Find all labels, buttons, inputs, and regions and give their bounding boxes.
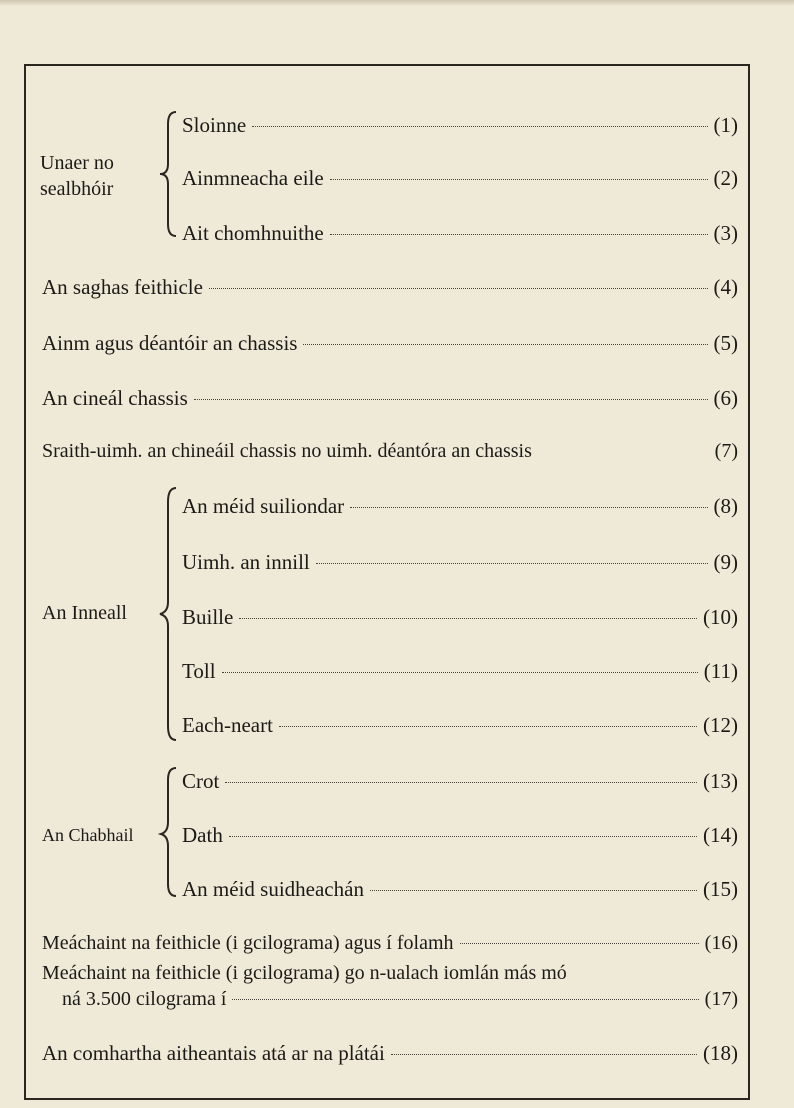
body-shape-number: (13) [703, 769, 738, 793]
laden-weight-row [62, 984, 738, 1014]
laden-weight-number: (17) [704, 988, 738, 1010]
engine-stroke-label: Buille [182, 605, 234, 629]
laden-weight-line2: ná 3.500 cilograma í [62, 988, 227, 1010]
chassis-maker-number: (5) [713, 331, 738, 355]
owner-group-label-line2: sealbhóir [40, 178, 114, 200]
body-seats-leader [370, 890, 697, 891]
engine-horsepower-leader [279, 726, 697, 727]
owner-address-leader [330, 234, 708, 235]
chassis-kind-number: (6) [713, 386, 738, 410]
unladen-weight-leader [460, 943, 699, 944]
body-shape-leader [225, 782, 697, 783]
chassis-serial-number: (7) [714, 440, 738, 462]
engine-horsepower-row [182, 710, 738, 740]
engine-number-leader [316, 563, 708, 564]
engine-cylinder-row [182, 491, 738, 521]
engine-bore-label: Toll [182, 659, 216, 683]
engine-cylinder-number: (8) [713, 494, 738, 518]
owner-address-number: (3) [713, 221, 738, 245]
engine-number-number: (9) [713, 550, 738, 574]
registration-mark-label: An comhartha aitheantais atá ar na plátái [42, 1041, 385, 1065]
engine-number-row [182, 547, 738, 577]
registration-mark-row [42, 1038, 738, 1068]
engine-bore-row [182, 656, 738, 686]
engine-stroke-leader [239, 618, 697, 619]
owner-other-names-label: Ainmneacha eile [182, 166, 324, 190]
body-colour-label: Dath [182, 823, 223, 847]
owner-other-names-leader [330, 179, 708, 180]
chassis-kind-leader [194, 399, 708, 400]
owner-surname-leader [252, 126, 707, 127]
owner-group-label-line1: Unaer no [40, 152, 114, 174]
body-seats-label: An méid suidheachán [182, 877, 364, 901]
chassis-maker-label: Ainm agus déantóir an chassis [42, 331, 298, 355]
engine-number-label: Uimh. an innill [182, 550, 310, 574]
owner-other-names-number: (2) [713, 166, 738, 190]
engine-stroke-row [182, 602, 738, 632]
vehicle-type-number: (4) [713, 275, 738, 299]
engine-group-brace [156, 486, 180, 742]
body-colour-number: (14) [703, 823, 738, 847]
unladen-weight-row [42, 928, 738, 958]
chassis-kind-row [42, 383, 738, 413]
owner-surname-number: (1) [713, 113, 738, 137]
body-colour-row [182, 820, 738, 850]
chassis-kind-label: An cineál chassis [42, 386, 188, 410]
owner-group-brace [156, 110, 180, 238]
chassis-maker-row [42, 328, 738, 358]
body-shape-label: Crot [182, 769, 220, 793]
engine-stroke-number: (10) [703, 605, 738, 629]
engine-horsepower-label: Each-neart [182, 713, 273, 737]
vehicle-type-row [42, 272, 738, 302]
engine-horsepower-number: (12) [703, 713, 738, 737]
owner-address-label: Ait chomhnuithe [182, 221, 324, 245]
registration-mark-number: (18) [703, 1041, 738, 1065]
unladen-weight-number: (16) [704, 932, 738, 954]
engine-cylinder-label: An méid suiliondar [182, 494, 345, 518]
chassis-serial-label: Sraith-uimh. an chineáil chassis no uimh. déantóra an chassis [42, 440, 532, 462]
body-group-label: An Chabhail [42, 825, 134, 845]
laden-weight-line1: Meáchaint na feithicle (i gcilograma) go n-ualach iomlán más mó [42, 962, 567, 984]
engine-cylinder-leader [350, 507, 707, 508]
owner-surname-label: Sloinne [182, 113, 247, 137]
unladen-weight-label: Meáchaint na feithicle (i gcilograma) agus í folamh [42, 932, 454, 954]
body-colour-leader [229, 836, 697, 837]
owner-surname-row [182, 110, 738, 140]
registration-mark-leader [391, 1054, 697, 1055]
engine-bore-leader [222, 672, 698, 673]
laden-weight-leader [232, 999, 698, 1000]
vehicle-type-label: An saghas feithicle [42, 275, 203, 299]
body-group-brace [158, 766, 180, 898]
engine-group-label: An Inneall [42, 602, 127, 624]
chassis-serial-row [42, 436, 738, 466]
body-seats-number: (15) [703, 877, 738, 901]
vehicle-type-leader [209, 288, 708, 289]
engine-bore-number: (11) [703, 659, 738, 683]
body-seats-row [182, 874, 738, 904]
chassis-maker-leader [303, 344, 707, 345]
body-shape-row [182, 766, 738, 796]
owner-other-names-row [182, 163, 738, 193]
page-edge-shadow [0, 0, 794, 6]
owner-address-row [182, 218, 738, 248]
